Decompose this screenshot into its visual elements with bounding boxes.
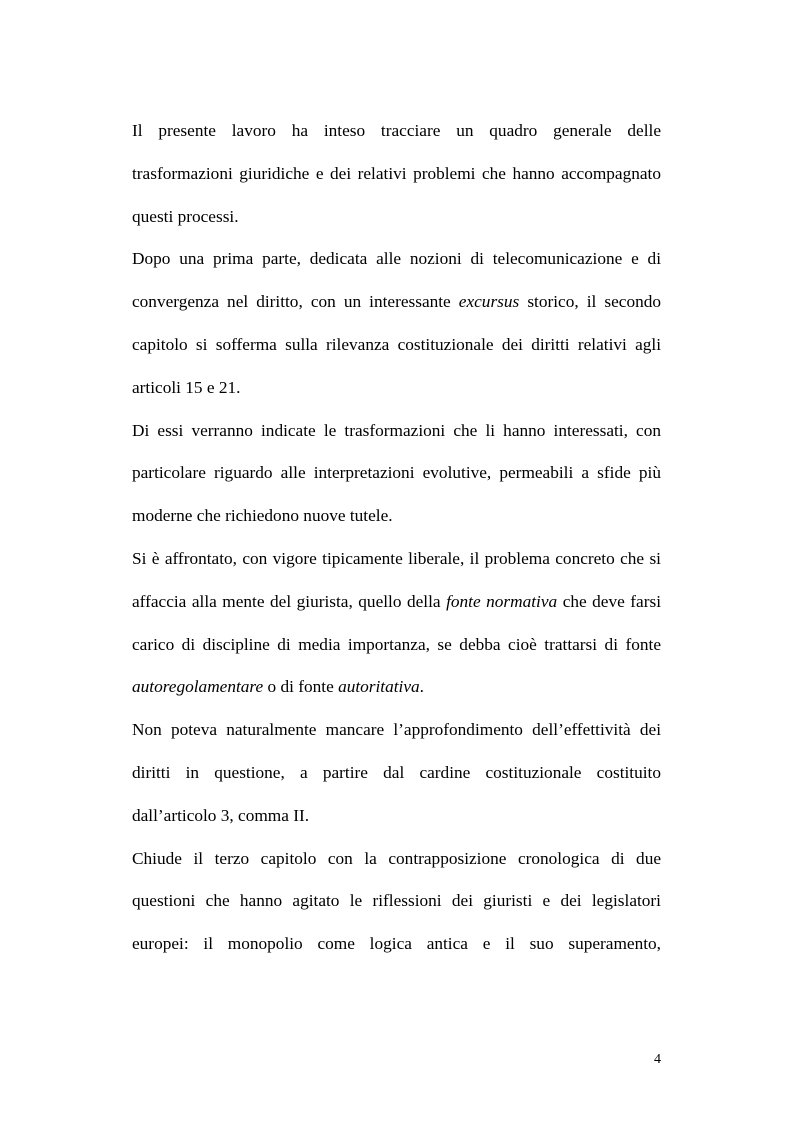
paragraph-effectiveness xyxy=(132,709,661,837)
paragraph-text: o di fonte xyxy=(263,677,339,697)
paragraph-text: Non poteva naturalmente mancare l’approfondimento dell’effettività dei diritti in questione, a partire dal cardine costituzionale costituito dall’articolo 3, comma II. xyxy=(132,720,661,825)
italic-term-excursus: excursus xyxy=(458,292,520,312)
paragraph-text: Di essi verranno indicate le trasformazioni che li hanno interessati, con particolare riguardo alle interpretazioni evolutive, permeabili a sfide più moderne che richiedono nuove tutele. xyxy=(132,420,661,526)
paragraph-text: storico, il secondo capitolo si sofferma sulla rilevanza costituzionale dei diritti relativi agli articoli 15 e 21. xyxy=(132,292,662,397)
paragraph-text: che deve farsi carico di discipline di media importanza, se debba cioè trattarsi di fonte xyxy=(132,591,661,654)
italic-term-autoregolamentare: autoregolamentare xyxy=(132,677,264,697)
paragraph-normative-source xyxy=(132,538,661,709)
page-number: 4 xyxy=(654,1052,661,1067)
page-body xyxy=(132,110,661,966)
italic-term-autoritativa: autoritativa xyxy=(338,677,420,697)
italic-term-fonte-normativa: fonte normativa xyxy=(446,591,558,611)
paragraph-text: Il presente lavoro ha inteso tracciare un quadro generale delle trasformazioni giuridiche e dei relativi problemi che hanno accompagnato questi processi. xyxy=(132,121,661,226)
paragraph-first-part xyxy=(132,238,661,409)
paragraph-text: Chiude il terzo capitolo con la contrapposizione cronologica di due questioni che hanno agitato le riflessioni dei giuristi e dei legislatori europei: il monopolio come logica antica e il suo superamento, xyxy=(132,848,661,954)
paragraph-intro xyxy=(132,110,661,238)
paragraph-text: . xyxy=(419,677,424,697)
paragraph-text: Dopo una prima parte, dedicata alle nozioni di telecomunicazione e di convergenza nel diritto, con un interessante xyxy=(132,249,661,312)
paragraph-transformations xyxy=(132,410,661,538)
paragraph-text: Si è affrontato, con vigore tipicamente liberale, il problema concreto che si affaccia alla mente del giurista, quello della xyxy=(132,548,661,611)
paragraph-third-chapter xyxy=(132,838,661,966)
